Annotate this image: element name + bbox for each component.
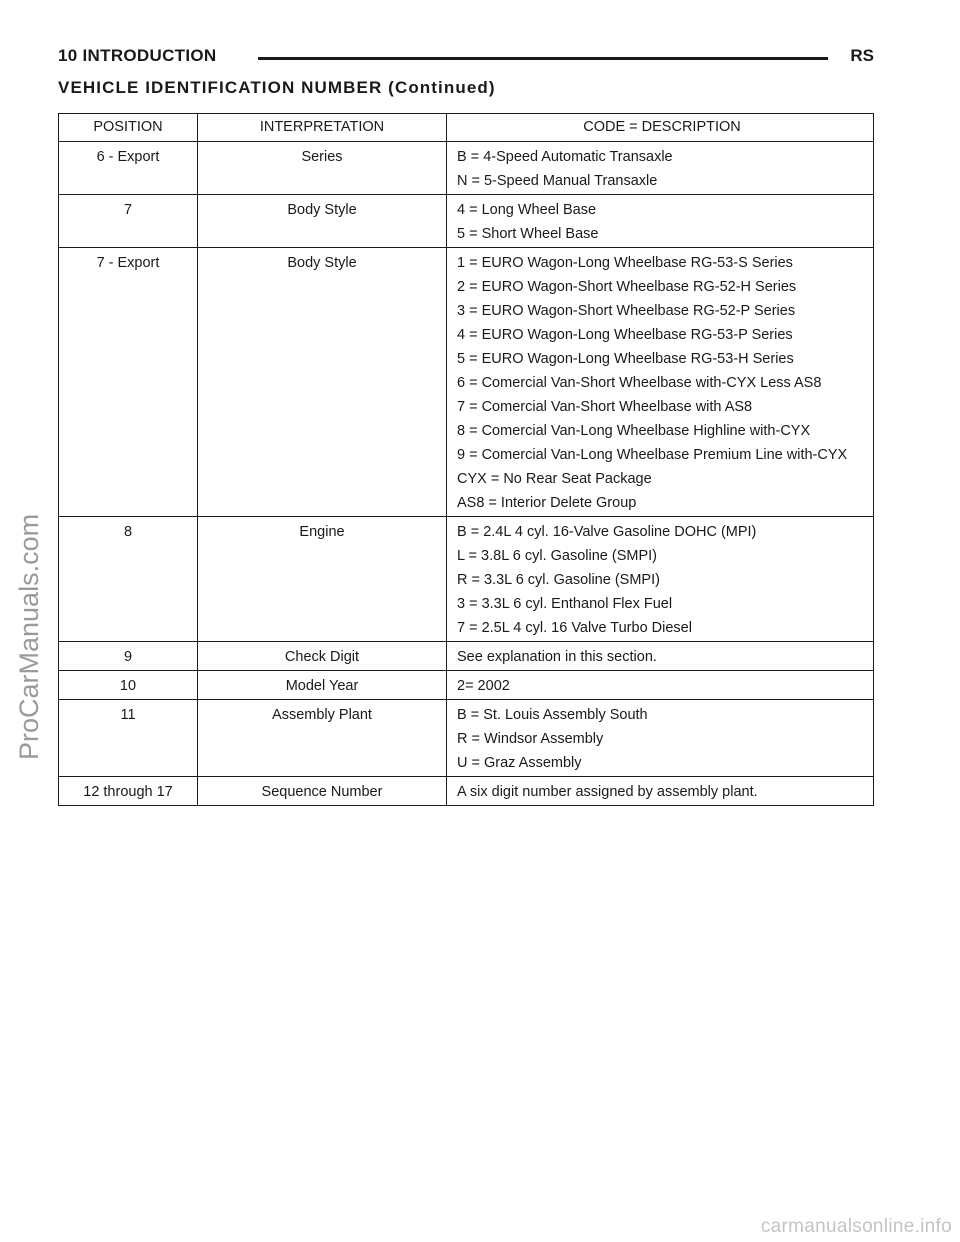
code-description: 5 = EURO Wagon-Long Wheelbase RG-53-H Series — [457, 351, 794, 367]
cell-interpretation: Engine — [198, 517, 447, 642]
cell-interpretation: Body Style — [198, 195, 447, 248]
code-description: 4 = EURO Wagon-Long Wheelbase RG-53-P Series — [457, 327, 793, 343]
cell-position: 9 — [59, 642, 198, 671]
table-row — [59, 248, 874, 517]
column-header-interpretation: INTERPRETATION — [198, 114, 447, 142]
vin-table — [58, 113, 874, 806]
code-description: B = 4-Speed Automatic Transaxle — [457, 149, 673, 165]
cell-position: 12 through 17 — [59, 777, 198, 806]
cell-position: 6 - Export — [59, 142, 198, 195]
code-description: 1 = EURO Wagon-Long Wheelbase RG-53-S Series — [457, 255, 793, 271]
code-description: B = 2.4L 4 cyl. 16-Valve Gasoline DOHC (MPI) — [457, 524, 757, 540]
cell-codes — [447, 700, 874, 777]
code-description: 8 = Comercial Van-Long Wheelbase Highline with-CYX — [457, 423, 811, 439]
code-description: A six digit number assigned by assembly plant. — [457, 784, 758, 800]
cell-codes — [447, 642, 874, 671]
cell-codes — [447, 142, 874, 195]
table-row — [59, 517, 874, 642]
bottom-watermark: carmanualsonline.info — [760, 1216, 952, 1237]
header-rule — [258, 57, 828, 60]
cell-position: 11 — [59, 700, 198, 777]
page-header — [58, 44, 874, 72]
code-description: N = 5-Speed Manual Transaxle — [457, 173, 658, 189]
code-description: B = St. Louis Assembly South — [457, 707, 648, 723]
code-description: 5 = Short Wheel Base — [457, 226, 599, 242]
code-description: 3 = EURO Wagon-Short Wheelbase RG-52-P Series — [457, 303, 796, 319]
code-description: 4 = Long Wheel Base — [457, 202, 597, 218]
code-description: R = Windsor Assembly — [457, 731, 604, 747]
cell-interpretation: Series — [198, 142, 447, 195]
side-watermark: ProCarManuals.com — [14, 513, 44, 760]
page-label: 10 INTRODUCTION — [58, 46, 217, 65]
cell-interpretation: Body Style — [198, 248, 447, 517]
code-description: R = 3.3L 6 cyl. Gasoline (SMPI) — [457, 572, 660, 588]
code-description: AS8 = Interior Delete Group — [457, 495, 637, 511]
cell-codes — [447, 195, 874, 248]
cell-codes — [447, 248, 874, 517]
code-description: CYX = No Rear Seat Package — [457, 471, 652, 487]
cell-interpretation: Assembly Plant — [198, 700, 447, 777]
table-row — [59, 195, 874, 248]
cell-interpretation: Model Year — [198, 671, 447, 700]
table-row — [59, 700, 874, 777]
section-title: VEHICLE IDENTIFICATION NUMBER (Continued) — [58, 78, 496, 97]
cell-codes — [447, 517, 874, 642]
code-description: 3 = 3.3L 6 cyl. Enthanol Flex Fuel — [457, 596, 673, 612]
cell-codes — [447, 777, 874, 806]
table-row — [59, 777, 874, 806]
table-row — [59, 642, 874, 671]
cell-codes — [447, 671, 874, 700]
code-description: 7 = 2.5L 4 cyl. 16 Valve Turbo Diesel — [457, 620, 692, 636]
cell-interpretation: Check Digit — [198, 642, 447, 671]
table-row — [59, 671, 874, 700]
column-header-code: CODE = DESCRIPTION — [447, 114, 874, 142]
code-description: 6 = Comercial Van-Short Wheelbase with-CYX Less AS8 — [457, 375, 822, 391]
section-code: RS — [850, 46, 874, 65]
table-body — [59, 142, 874, 806]
table-header-row — [59, 114, 874, 142]
code-description: 2= 2002 — [457, 678, 510, 694]
cell-interpretation: Sequence Number — [198, 777, 447, 806]
table-row — [59, 142, 874, 195]
code-description: 7 = Comercial Van-Short Wheelbase with AS8 — [457, 399, 753, 415]
cell-position: 7 — [59, 195, 198, 248]
cell-position: 7 - Export — [59, 248, 198, 517]
code-description: 2 = EURO Wagon-Short Wheelbase RG-52-H Series — [457, 279, 797, 295]
code-description: See explanation in this section. — [457, 649, 657, 665]
cell-position: 10 — [59, 671, 198, 700]
column-header-position: POSITION — [59, 114, 198, 142]
code-description: L = 3.8L 6 cyl. Gasoline (SMPI) — [457, 548, 657, 564]
code-description: U = Graz Assembly — [457, 755, 582, 771]
cell-position: 8 — [59, 517, 198, 642]
code-description: 9 = Comercial Van-Long Wheelbase Premium Line with-CYX — [457, 447, 848, 463]
